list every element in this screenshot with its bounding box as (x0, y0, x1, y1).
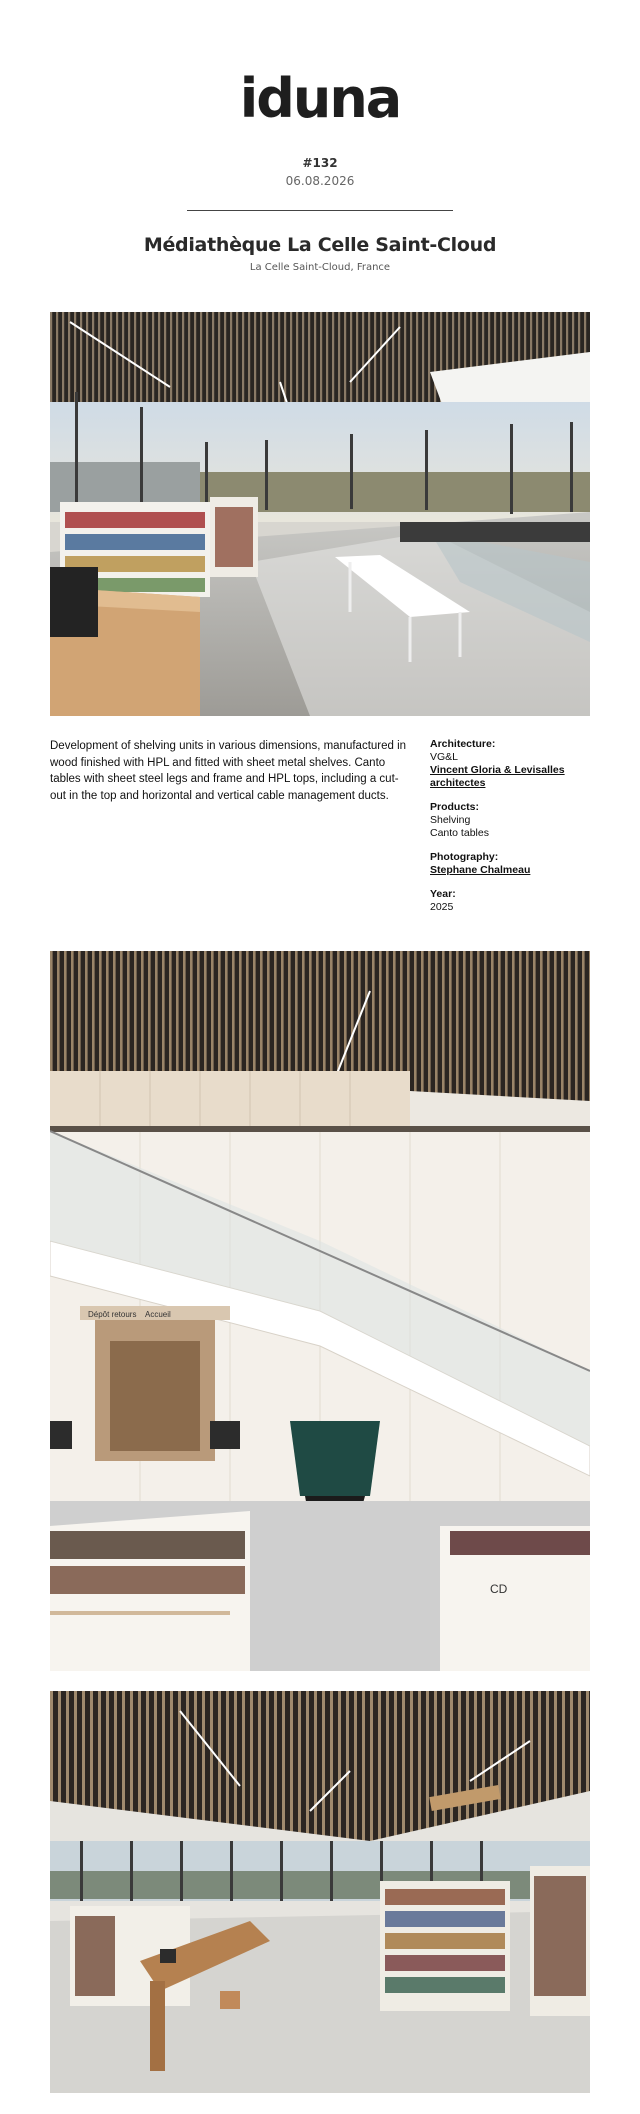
year-value: 2025 (430, 901, 454, 913)
project-photo-reading-room (50, 1691, 590, 2093)
sign-cd: CD (490, 1582, 508, 1596)
products-credit (430, 801, 600, 840)
project-photo-interior-windows (50, 312, 590, 716)
architecture-link[interactable]: Vincent Gloria & Levisalles architectes (430, 764, 565, 789)
project-location: La Celle Saint-Cloud, France (249, 262, 391, 273)
brand-logo[interactable]: iduna (239, 67, 401, 130)
product-item: Shelving (430, 814, 471, 826)
year-label: Year: (430, 888, 456, 900)
photography-label: Photography: (430, 851, 499, 863)
project-credits (430, 738, 600, 925)
architecture-credit (430, 738, 600, 790)
photography-credit (430, 851, 600, 877)
year-credit (430, 888, 600, 914)
photographer-link[interactable]: Stephane Chalmeau (430, 864, 531, 876)
project-description: Development of shelving units in various dimensions, manufactured in wood finished with HPL and fitted with sheet metal shelves. Canto tables with sheet steel legs and frame and HPL tops, including a cut-out in the top and horizontal and vertical cable management ducts. (50, 740, 407, 802)
architecture-firm: VG&L (430, 751, 459, 763)
product-item: Canto tables (430, 827, 489, 839)
divider (187, 210, 453, 211)
issue-number: #132 (302, 156, 338, 170)
project-photo-staircase (50, 951, 590, 1671)
sign-returns: Dépôt retours (88, 1310, 137, 1319)
project-title: Médiathèque La Celle Saint-Cloud (143, 234, 497, 256)
architecture-label: Architecture: (430, 738, 496, 750)
products-label: Products: (430, 801, 480, 813)
issue-date: 06.08.2026 (285, 174, 355, 188)
sign-reception: Accueil (145, 1310, 171, 1319)
